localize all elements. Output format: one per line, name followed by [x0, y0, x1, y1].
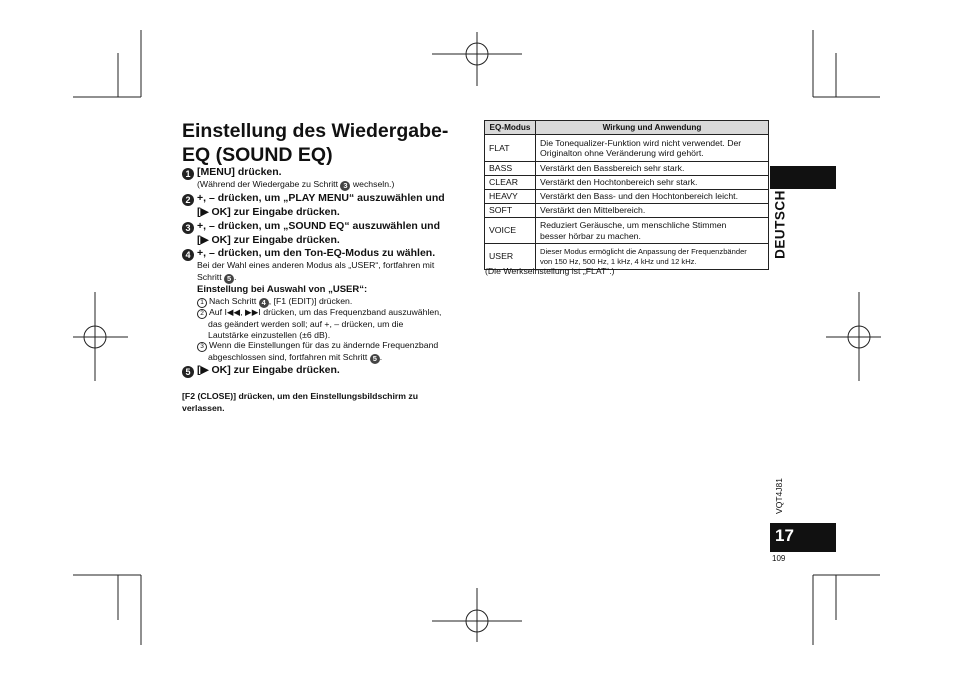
page-number: 17: [775, 526, 794, 545]
step-text: +, – drücken, um „SOUND EQ“ auszuwählen und: [197, 220, 441, 232]
column-header-effect: Wirkung und Anwendung: [536, 121, 769, 135]
mode-cell: CLEAR: [485, 176, 536, 190]
step-5: [182, 364, 472, 378]
step-reference: 3: [340, 181, 350, 191]
mode-cell: USER: [485, 244, 536, 270]
step-1-note: (Während der Wiedergabe zu Schritt 3 wechseln.): [197, 179, 395, 190]
step-number: 2: [182, 194, 194, 206]
step-text: [▶ OK] zur Eingabe drücken.: [197, 364, 340, 376]
step-reference: 4: [259, 298, 269, 308]
user-item-2: 2 Auf I◀◀, ▶▶I drücken, um das Frequenzband auszuwählen, das geändert werden soll; auf +, – drücken, um die Lautstärke einzustellen (±6 dB).: [197, 307, 472, 341]
user-item-3: 3 Wenn die Einstellungen für das zu ändernde Frequenzband abgeschlossen sind, fortfahren mit Schritt 5 .: [197, 340, 472, 364]
page-number-small: 109: [772, 554, 786, 563]
desc-cell: Dieser Modus ermöglicht die Anpassung der Frequenzbänder von 150 Hz, 500 Hz, 1 kHz, 4 kHz und 12 kHz.: [536, 244, 769, 270]
mode-cell: VOICE: [485, 218, 536, 244]
desc-cell: Verstärkt den Bass- und den Hochtonbereich leicht.: [536, 190, 769, 204]
step-number: 1: [182, 168, 194, 180]
table-row: [485, 176, 769, 190]
step-2: [182, 192, 472, 220]
step-text: +, – drücken, um den Ton-EQ-Modus zu wählen.: [197, 247, 436, 259]
close-instruction: [F2 (CLOSE)] drücken, um den Einstellungsbildschirm zu verlassen.: [182, 391, 419, 413]
step-3: [182, 220, 472, 248]
table-row: [485, 204, 769, 218]
page-title: [182, 119, 482, 167]
step-reference: 5: [224, 274, 234, 284]
column-header-mode: EQ-Modus: [485, 121, 536, 135]
user-setting-heading: Einstellung bei Auswahl von „USER“:: [197, 284, 368, 295]
title-line-2: EQ (SOUND EQ): [182, 144, 333, 166]
table-row: [485, 190, 769, 204]
title-line-1: Einstellung des Wiedergabe-: [182, 120, 449, 142]
table-header-row: [485, 121, 769, 135]
desc-cell: Verstärkt den Hochtonbereich sehr stark.: [536, 176, 769, 190]
mode-cell: FLAT: [485, 135, 536, 162]
desc-cell: Die Tonequalizer-Funktion wird nicht verwendet. Der Originalton ohne Veränderung wird gehört.: [536, 135, 769, 162]
desc-cell: Verstärkt den Mittelbereich.: [536, 204, 769, 218]
step-text: +, – drücken, um „PLAY MENU“ auszuwählen und: [197, 192, 445, 204]
step-text-cont: [▶ OK] zur Eingabe drücken.: [197, 206, 340, 218]
mode-cell: HEAVY: [485, 190, 536, 204]
step-1: [182, 166, 472, 180]
language-tab: [770, 166, 836, 189]
step-4-note: Bei der Wahl eines anderen Modus als „USER“, fortfahren mit Schritt 5 .: [197, 260, 435, 283]
step-number: 3: [182, 222, 194, 234]
eq-mode-table: [484, 120, 769, 270]
step-text: [MENU] drücken.: [197, 166, 282, 178]
table-note: (Die Werkseinstellung ist „FLAT“.): [485, 266, 615, 276]
table-row: [485, 135, 769, 162]
step-4: [182, 247, 472, 261]
list-marker: 3: [197, 342, 207, 352]
step-text-cont: [▶ OK] zur Eingabe drücken.: [197, 234, 340, 246]
list-marker: 1: [197, 298, 207, 308]
user-item-1: 1 Nach Schritt 4 , [F1 (EDIT)] drücken.: [197, 296, 472, 308]
mode-cell: SOFT: [485, 204, 536, 218]
step-number: 4: [182, 249, 194, 261]
step-reference: 5: [370, 354, 380, 364]
desc-cell: Reduziert Geräusche, um menschliche Stimmen besser hörbar zu machen.: [536, 218, 769, 244]
table-row: [485, 162, 769, 176]
step-number: 5: [182, 366, 194, 378]
document-code: VQT4J81: [774, 478, 784, 514]
language-label: DEUTSCH: [772, 190, 788, 259]
page-number-box: [770, 523, 836, 552]
list-marker: 2: [197, 309, 207, 319]
table-row: [485, 218, 769, 244]
desc-cell: Verstärkt den Bassbereich sehr stark.: [536, 162, 769, 176]
mode-cell: BASS: [485, 162, 536, 176]
